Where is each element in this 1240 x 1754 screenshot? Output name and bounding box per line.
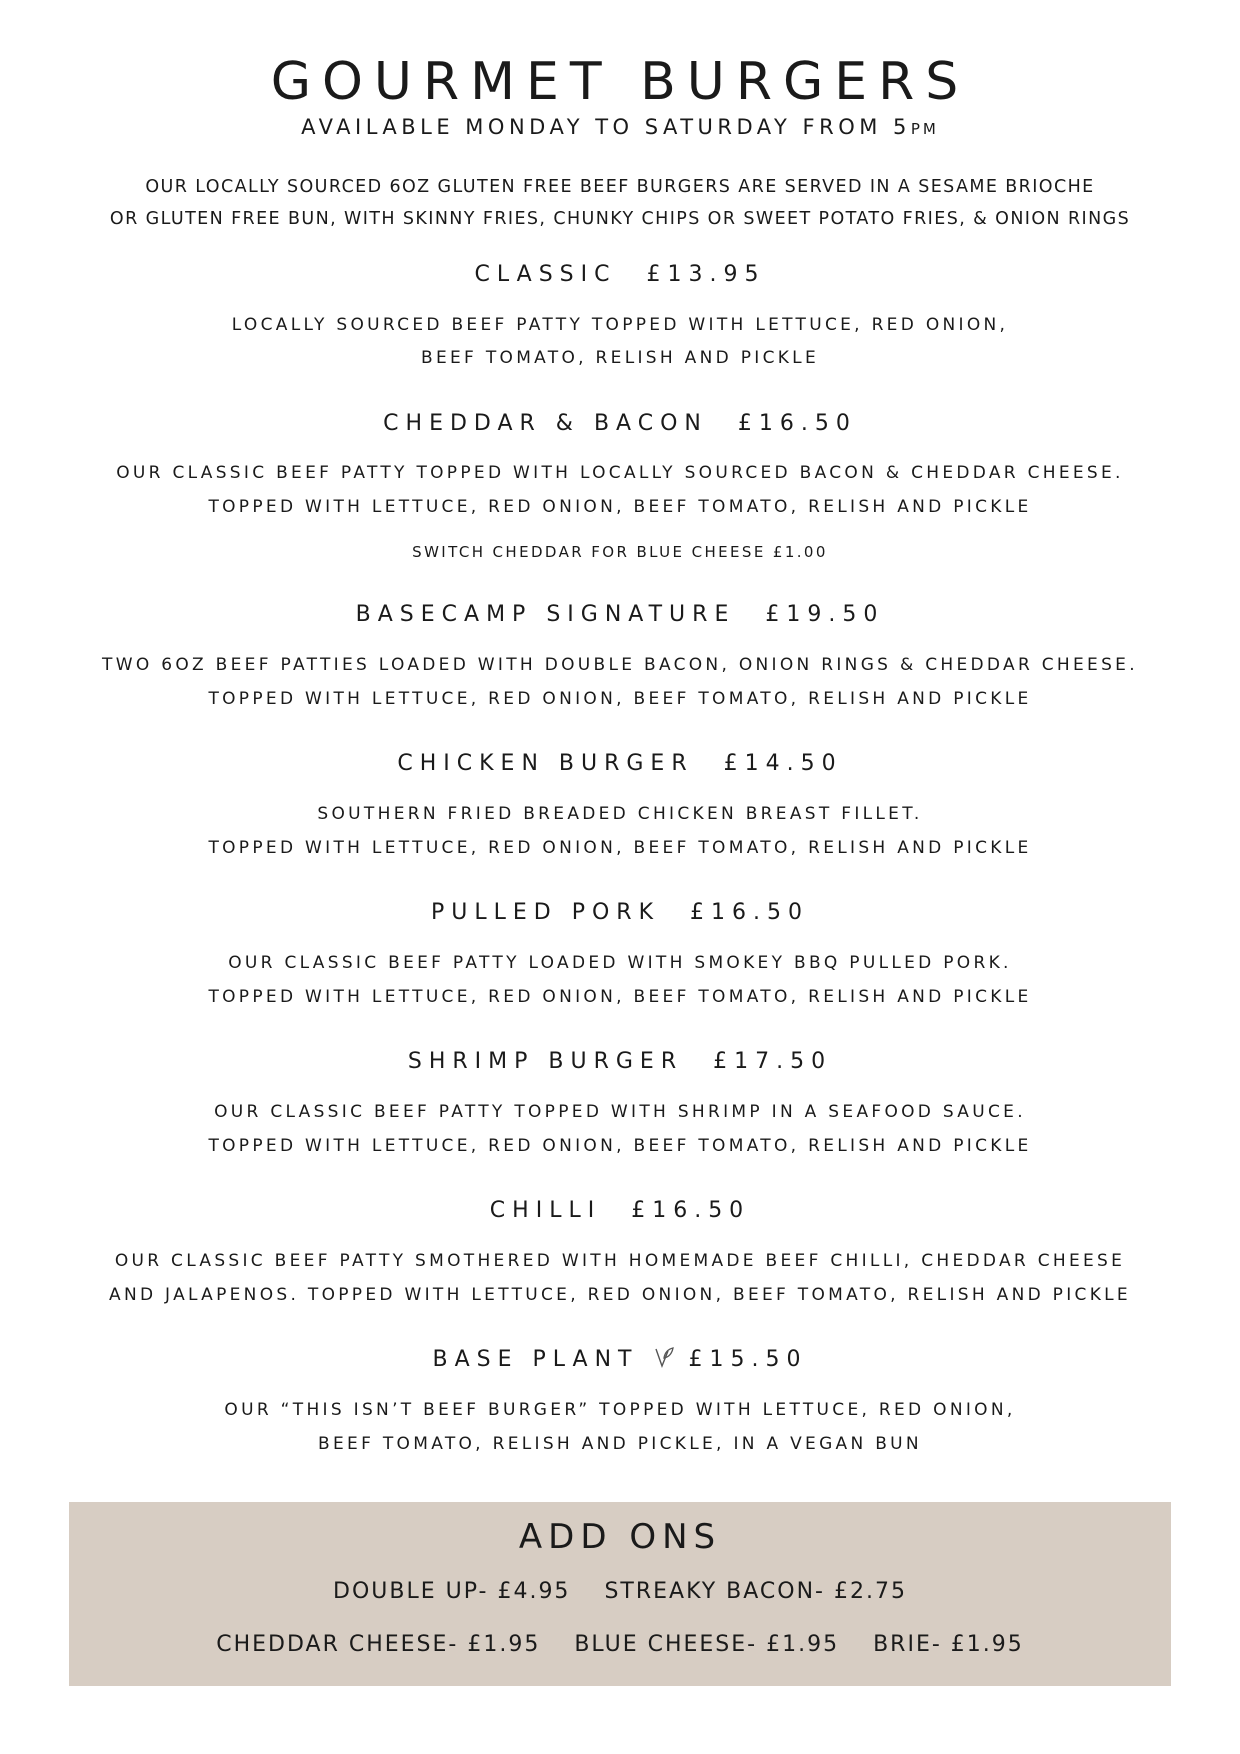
addons-row-2 xyxy=(0,1630,1240,1660)
item-base-plant-desc-2: BEEF TOMATO, RELISH AND PICKLE, IN A VEGAN BUN xyxy=(318,1434,922,1454)
addon-item: CHEDDAR CHEESE- £1.95 xyxy=(216,1632,541,1657)
item-pulled-pork-desc-1: OUR CLASSIC BEEF PATTY LOADED WITH SMOKEY BBQ PULLED PORK. xyxy=(228,953,1012,973)
item-classic-desc-1: LOCALLY SOURCED BEEF PATTY TOPPED WITH LETTUCE, RED ONION, xyxy=(231,315,1009,335)
item-chicken-desc-1: SOUTHERN FRIED BREADED CHICKEN BREAST FILLET. xyxy=(317,804,923,824)
item-price: £16.50 xyxy=(737,411,857,436)
item-name: CHEDDAR & BACON xyxy=(383,411,708,436)
item-chilli-desc-1: OUR CLASSIC BEEF PATTY SMOTHERED WITH HOMEMADE BEEF CHILLI, CHEDDAR CHEESE xyxy=(114,1251,1126,1271)
availability-text: AVAILABLE MONDAY TO SATURDAY FROM 5 xyxy=(301,115,911,139)
item-cheddar-bacon-note: SWITCH CHEDDAR FOR BLUE CHEESE £1.00 xyxy=(412,543,828,561)
item-chilli-desc-2: AND JALAPENOS. TOPPED WITH LETTUCE, RED ONION, BEEF TOMATO, RELISH AND PICKLE xyxy=(109,1285,1131,1305)
item-classic-heading xyxy=(0,260,1240,290)
item-basecamp-heading xyxy=(0,600,1240,630)
item-price: £15.50 xyxy=(688,1347,808,1372)
menu-subtitle xyxy=(0,113,1240,143)
addon-item: BRIE- £1.95 xyxy=(873,1632,1024,1657)
item-price: £16.50 xyxy=(631,1198,751,1223)
addon-item: BLUE CHEESE- £1.95 xyxy=(574,1632,840,1657)
item-name: CLASSIC xyxy=(474,262,617,287)
item-price: £17.50 xyxy=(713,1049,833,1074)
addons-row-1 xyxy=(0,1577,1240,1607)
item-chicken-desc-2: TOPPED WITH LETTUCE, RED ONION, BEEF TOMATO, RELISH AND PICKLE xyxy=(208,838,1032,858)
addons-title: ADD ONS xyxy=(518,1517,722,1557)
availability-pm: PM xyxy=(910,120,939,138)
item-pulled-pork-desc-2: TOPPED WITH LETTUCE, RED ONION, BEEF TOMATO, RELISH AND PICKLE xyxy=(208,987,1032,1007)
item-chilli-heading xyxy=(0,1196,1240,1226)
item-shrimp-heading xyxy=(0,1047,1240,1077)
item-shrimp-desc-2: TOPPED WITH LETTUCE, RED ONION, BEEF TOMATO, RELISH AND PICKLE xyxy=(208,1136,1032,1156)
item-price: £14.50 xyxy=(723,751,843,776)
item-name: BASE PLANT xyxy=(432,1347,639,1372)
item-cheddar-bacon-heading xyxy=(0,409,1240,439)
vegan-leaf-icon xyxy=(653,1345,675,1369)
addon-item: STREAKY BACON- £2.75 xyxy=(604,1579,907,1604)
item-basecamp-desc-2: TOPPED WITH LETTUCE, RED ONION, BEEF TOMATO, RELISH AND PICKLE xyxy=(208,689,1032,709)
item-basecamp-desc-1: TWO 6OZ BEEF PATTIES LOADED WITH DOUBLE BACON, ONION RINGS & CHEDDAR CHEESE. xyxy=(102,655,1138,675)
item-price: £19.50 xyxy=(765,602,885,627)
item-cheddar-bacon-desc-2: TOPPED WITH LETTUCE, RED ONION, BEEF TOMATO, RELISH AND PICKLE xyxy=(208,497,1032,517)
item-classic-desc-2: BEEF TOMATO, RELISH AND PICKLE xyxy=(421,348,819,368)
item-cheddar-bacon-desc-1: OUR CLASSIC BEEF PATTY TOPPED WITH LOCALLY SOURCED BACON & CHEDDAR CHEESE. xyxy=(116,463,1124,483)
menu-title: GOURMET BURGERS xyxy=(270,52,970,112)
intro-line-1: OUR LOCALLY SOURCED 6OZ GLUTEN FREE BEEF BURGERS ARE SERVED IN A SESAME BRIOCHE xyxy=(145,177,1095,197)
item-base-plant-heading xyxy=(0,1345,1240,1375)
addon-item: DOUBLE UP- £4.95 xyxy=(333,1579,571,1604)
item-pulled-pork-heading xyxy=(0,898,1240,928)
item-price: £16.50 xyxy=(690,900,809,925)
item-base-plant-desc-1: OUR “THIS ISN’T BEEF BURGER” TOPPED WITH LETTUCE, RED ONION, xyxy=(224,1400,1016,1420)
item-name: CHILLI xyxy=(489,1198,602,1223)
item-name: PULLED PORK xyxy=(431,900,661,925)
item-price: £13.95 xyxy=(646,262,766,287)
item-shrimp-desc-1: OUR CLASSIC BEEF PATTY TOPPED WITH SHRIMP IN A SEAFOOD SAUCE. xyxy=(214,1102,1026,1122)
item-name: CHICKEN BURGER xyxy=(397,751,694,776)
intro-line-2: OR GLUTEN FREE BUN, WITH SKINNY FRIES, CHUNKY CHIPS OR SWEET POTATO FRIES, & ONION RINGS xyxy=(109,209,1131,229)
item-name: BASECAMP SIGNATURE xyxy=(355,602,736,627)
item-name: SHRIMP BURGER xyxy=(407,1049,684,1074)
item-chicken-heading xyxy=(0,749,1240,779)
